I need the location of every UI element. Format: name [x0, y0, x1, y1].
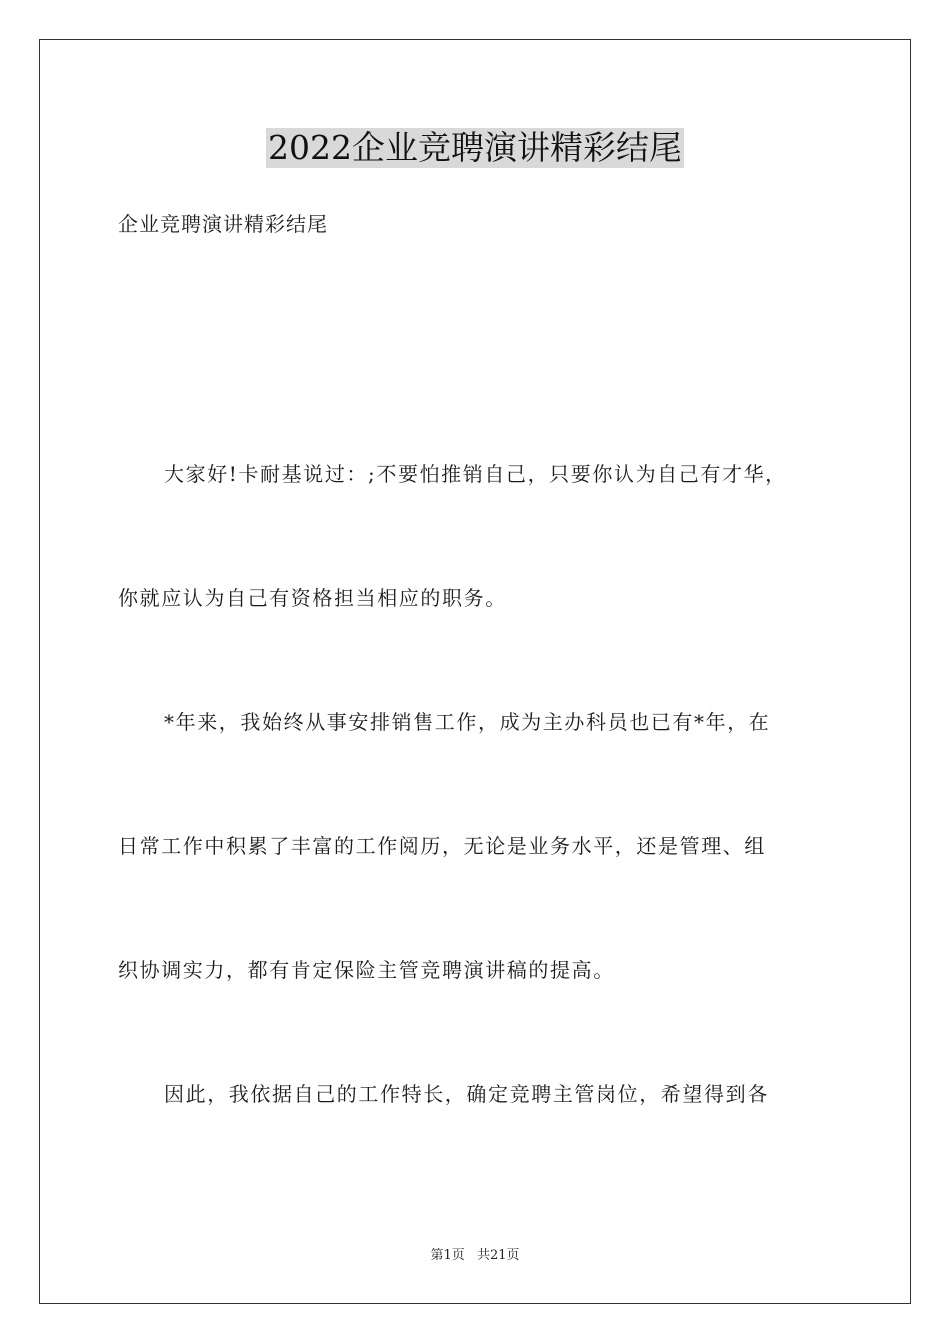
page-footer	[0, 1247, 950, 1265]
document-subtitle: 企业竞聘演讲精彩结尾	[118, 212, 328, 236]
paragraph-line: 大家好!卡耐基说过：;不要怕推销自己，只要你认为自己有才华，	[164, 462, 787, 486]
paragraph-line: *年来，我始终从事安排销售工作，成为主办科员也已有*年，在	[164, 710, 771, 734]
paragraph-line: 因此，我依据自己的工作特长，确定竞聘主管岗位，希望得到各	[164, 1082, 769, 1106]
title-container	[0, 128, 950, 168]
paragraph-line: 你就应认为自己有资格担当相应的职务。	[118, 586, 507, 610]
paragraph-line: 日常工作中积累了丰富的工作阅历，无论是业务水平，还是管理、组	[118, 834, 766, 858]
page-total: 共21页	[476, 1248, 520, 1263]
page-number: 第1页	[430, 1248, 465, 1263]
document-title: 2022企业竞聘演讲精彩结尾	[268, 128, 682, 167]
paragraph-line: 织协调实力，都有肯定保险主管竞聘演讲稿的提高。	[118, 958, 615, 982]
